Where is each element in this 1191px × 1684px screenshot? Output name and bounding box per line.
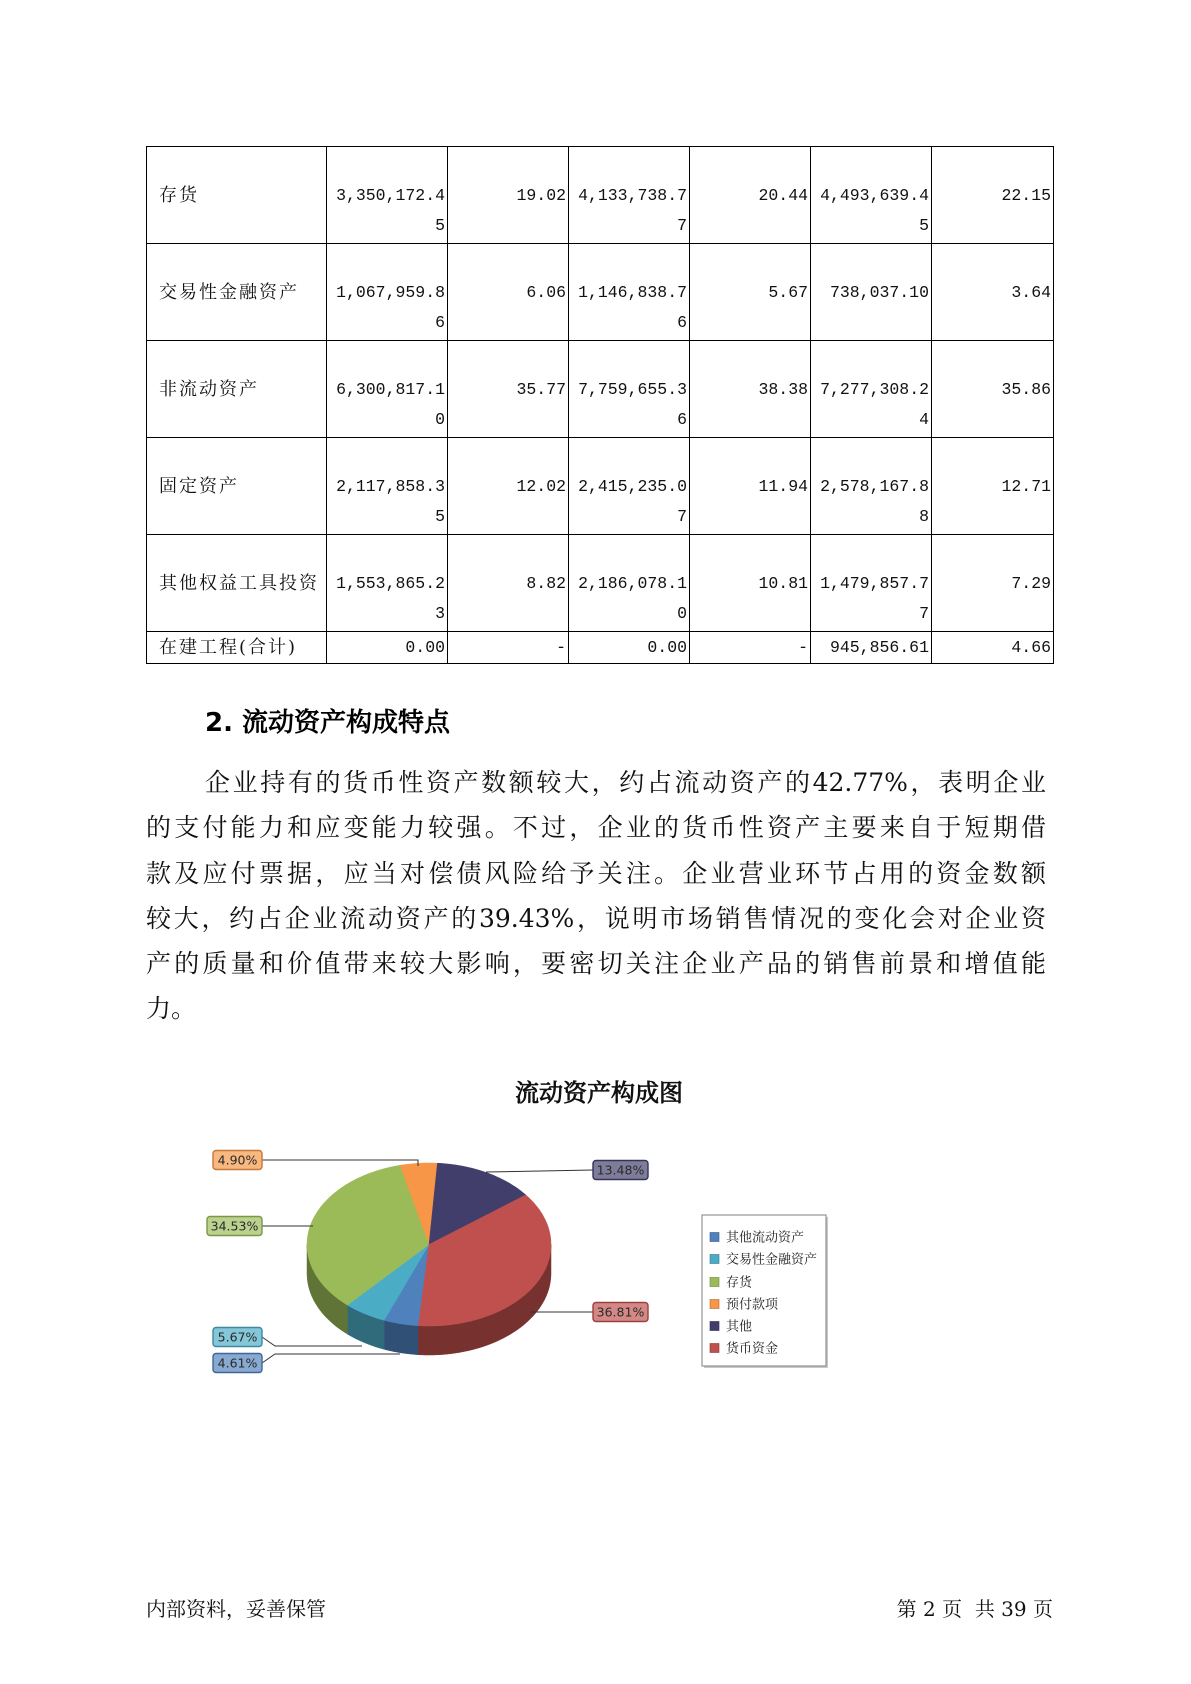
- table-row: [147, 341, 1054, 438]
- ratio-cell: 12.02: [448, 438, 569, 535]
- ratio-cell: 7.29: [932, 535, 1054, 632]
- row-label-cell: 存货: [147, 147, 327, 244]
- paragraph-line: 的支付能力和应变能力较强。不过，企业的货币性资产主要来自于短期借: [146, 813, 1046, 843]
- table-row: [147, 147, 1054, 244]
- ratio-cell: 10.81: [690, 535, 811, 632]
- legend-swatch: [710, 1344, 719, 1353]
- legend-label: 预付款项: [726, 1297, 779, 1313]
- ratio-cell: 19.02: [448, 147, 569, 244]
- footer-page-number: 第 2 页 共 39 页: [896, 1597, 1053, 1621]
- ratio-cell: 35.77: [448, 341, 569, 438]
- ratio-cell: 12.71: [932, 438, 1054, 535]
- ratio-cell: -: [448, 632, 569, 664]
- amount-cell: 6,300,817.10: [327, 341, 448, 438]
- legend-swatch: [710, 1278, 719, 1287]
- amount-cell: 2,415,235.07: [569, 438, 690, 535]
- amount-cell: 2,578,167.88: [811, 438, 932, 535]
- legend-label: 其他流动资产: [726, 1230, 805, 1246]
- chart-title: 流动资产构成图: [515, 1079, 683, 1107]
- table-row: [147, 244, 1054, 341]
- legend-label: 存货: [726, 1275, 753, 1291]
- row-label-cell: 非流动资产: [147, 341, 327, 438]
- paragraph-line: 企业持有的货币性资产数额较大，约占流动资产的42.77%，表明企业: [205, 768, 1046, 797]
- amount-cell: 0.00: [327, 632, 448, 664]
- legend-label: 其他: [726, 1319, 753, 1335]
- row-label-cell: 交易性金融资产: [147, 244, 327, 341]
- leader-line: [262, 1354, 400, 1363]
- data-label-text: 5.67%: [217, 1329, 258, 1345]
- amount-cell: 2,117,858.35: [327, 438, 448, 535]
- data-label: [213, 1354, 262, 1373]
- amount-cell: 738,037.10: [811, 244, 932, 341]
- amount-cell: 1,479,857.77: [811, 535, 932, 632]
- legend-label: 货币资金: [726, 1341, 779, 1357]
- amount-cell: 7,759,655.36: [569, 341, 690, 438]
- data-label: [213, 1151, 262, 1170]
- amount-cell: 0.00: [569, 632, 690, 664]
- data-label: [213, 1328, 262, 1347]
- data-label-text: 4.61%: [217, 1355, 258, 1371]
- leader-line: [262, 1337, 362, 1346]
- legend: [702, 1215, 828, 1368]
- amount-cell: 3,350,172.45: [327, 147, 448, 244]
- amount-cell: 1,553,865.23: [327, 535, 448, 632]
- amount-cell: 4,133,738.77: [569, 147, 690, 244]
- amount-cell: 1,067,959.86: [327, 244, 448, 341]
- ratio-cell: 35.86: [932, 341, 1054, 438]
- body-paragraph: [146, 760, 1046, 1032]
- amount-cell: 1,146,838.76: [569, 244, 690, 341]
- pie-tops: [307, 1163, 551, 1326]
- legend-swatch: [710, 1233, 719, 1242]
- leader-line: [486, 1170, 593, 1172]
- paragraph-line: 力。: [146, 994, 197, 1024]
- ratio-cell: 3.64: [932, 244, 1054, 341]
- legend-swatch: [710, 1300, 719, 1309]
- footer-confidential-note: 内部资料，妥善保管: [146, 1597, 326, 1621]
- ratio-cell: -: [690, 632, 811, 664]
- ratio-cell: 20.44: [690, 147, 811, 244]
- ratio-cell: 6.06: [448, 244, 569, 341]
- ratio-cell: 38.38: [690, 341, 811, 438]
- ratio-cell: 22.15: [932, 147, 1054, 244]
- ratio-cell: 8.82: [448, 535, 569, 632]
- pie-chart: [0, 1060, 1191, 1400]
- data-label: [593, 1303, 648, 1322]
- amount-cell: 7,277,308.24: [811, 341, 932, 438]
- amount-cell: 4,493,639.45: [811, 147, 932, 244]
- data-label: [207, 1217, 262, 1236]
- leader-line: [262, 1160, 418, 1166]
- paragraph-line: 较大，约占企业流动资产的39.43%，说明市场销售情况的变化会对企业资: [146, 903, 1046, 933]
- data-label: [593, 1161, 648, 1180]
- paragraph-line: 产的质量和价值带来较大影响，要密切关注企业产品的销售前景和增值能: [146, 949, 1046, 979]
- legend-label: 交易性金融资产: [726, 1252, 818, 1268]
- row-label-cell: 固定资产: [147, 438, 327, 535]
- data-label-text: 4.90%: [217, 1152, 258, 1168]
- data-label-text: 13.48%: [596, 1162, 645, 1178]
- legend-swatch: [710, 1255, 719, 1264]
- table-body: [147, 147, 1054, 664]
- ratio-cell: 11.94: [690, 438, 811, 535]
- legend-item: [710, 1252, 817, 1268]
- data-label-text: 36.81%: [596, 1304, 645, 1320]
- legend-swatch: [710, 1322, 719, 1331]
- amount-cell: 945,856.61: [811, 632, 932, 664]
- data-label-text: 34.53%: [210, 1218, 259, 1234]
- section-heading: 2. 流动资产构成特点: [205, 708, 451, 738]
- table-row: [147, 632, 1054, 664]
- table-row: [147, 535, 1054, 632]
- amount-cell: 2,186,078.10: [569, 535, 690, 632]
- table-row: [147, 438, 1054, 535]
- row-label-cell: 其他权益工具投资: [147, 535, 327, 632]
- ratio-cell: 5.67: [690, 244, 811, 341]
- ratio-cell: 4.66: [932, 632, 1054, 664]
- paragraph-line: 款及应付票据，应当对偿债风险给予关注。企业营业环节占用的资金数额: [146, 858, 1046, 888]
- row-label-cell: 在建工程(合计): [147, 632, 327, 664]
- asset-table: [146, 146, 1054, 664]
